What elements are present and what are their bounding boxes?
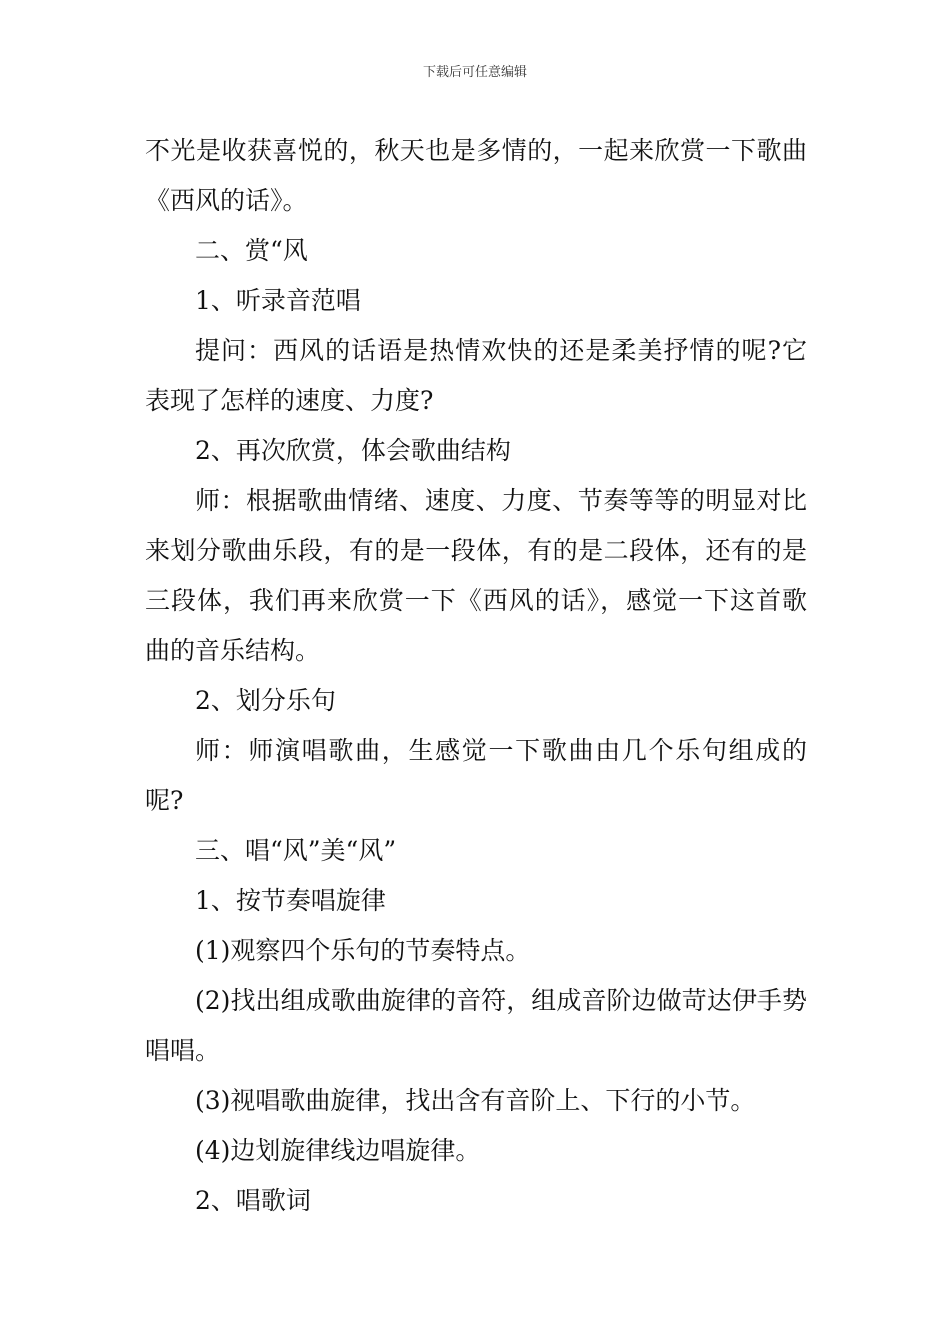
subheading-rhythm: 1、按节奏唱旋律 (195, 886, 386, 915)
subheading-listen: 1、听录音范唱 (195, 286, 361, 315)
subheading-lyrics: 2、唱歌词 (195, 1186, 311, 1215)
list-item-3: (3)视唱歌曲旋律，找出含有音阶上、下行的小节。 (195, 1086, 756, 1115)
paragraph-1: 不光是收获喜悦的，秋天也是多情的，一起来欣赏一下歌曲《西风的话》。 (145, 136, 807, 215)
section-heading-2: 二、赏“风 (195, 236, 308, 265)
subheading-appreciate: 2、再次欣赏，体会歌曲结构 (195, 436, 511, 465)
page-header: 下载后可任意编辑 (422, 65, 527, 80)
list-item-4: (4)边划旋律线边唱旋律。 (195, 1136, 481, 1165)
paragraph-teacher-sing: 师：师演唱歌曲，生感觉一下歌曲由几个乐句组成的呢? (145, 736, 807, 815)
paragraph-question: 提问：西风的话语是热情欢快的还是柔美抒情的呢?它表现了怎样的速度、力度? (145, 336, 807, 415)
section-heading-3: 三、唱“风”美“风” (195, 836, 397, 865)
list-item-2: (2)找出组成歌曲旋律的音符，组成音阶边做苛达伊手势唱唱。 (145, 986, 807, 1065)
subheading-phrases: 2、划分乐句 (195, 686, 336, 715)
list-item-1: (1)观察四个乐句的节奏特点。 (195, 936, 531, 965)
paragraph-teacher-structure: 师：根据歌曲情绪、速度、力度、节奏等等的明显对比来划分歌曲乐段，有的是一段体，有的是二段体，还有的是三段体，我们再来欣赏一下《西风的话》，感觉一下这首歌曲的音乐结构。 (145, 486, 807, 665)
document-body (145, 126, 807, 1226)
